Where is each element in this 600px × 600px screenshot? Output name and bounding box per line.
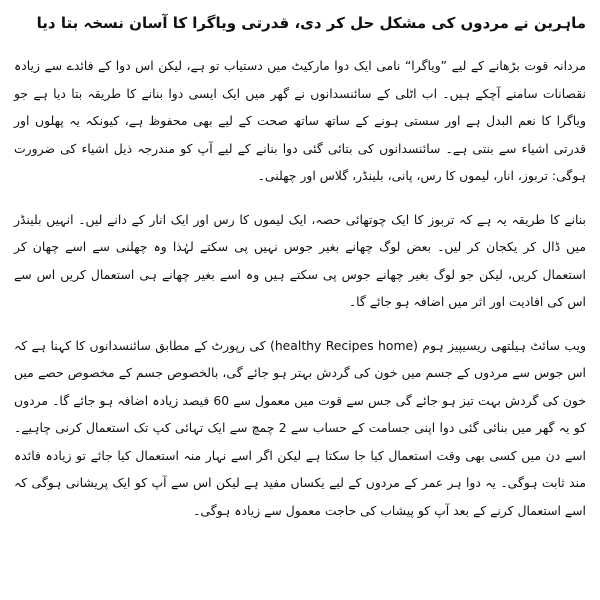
article-paragraph-intro: مردانہ قوت بڑھانے کے لیے ”ویاگرا“ نامی ایک دوا مارکیٹ میں دستیاب تو ہے، لیکن اس دوا کے فائدے سے زیادہ نقصانات سامنے آچکے ہیں۔ اب اٹلی کے سائنسدانوں نے گھر میں ایک ایسی دوا بنانے کا طریقہ بتا دیا ہے جو ویاگرا کا نعم البدل ہے اور سستی ہونے کے ساتھ ساتھ صحت کے لیے بھی محفوظ ہے، کیونکہ یہ پھلوں اور قدرتی اشیاء سے بنتی ہے۔ سائنسدانوں کی بتائی گئی دوا بنانے کے لیے آپ کو مندرجہ ذیل اشیاء کی ضرورت ہوگی: تربوز، انار، لیموں کا رس، پانی، بلینڈر، گلاس اور چھلنی۔	[14, 58, 586, 183]
article-paragraph-benefits: ویب سائٹ ہیلتھی ریسیپیز ہوم (healthy Recipes home) کی رپورٹ کے مطابق سائنسدانوں کا کہنا ہے کہ اس جوس سے مردوں کے جسم میں خون کی گردش بہتر ہو جائے گی، بالخصوص جسم کے مخصوص حصے میں خون کی گردش بہت تیز ہو جائے گی جس سے قوت میں معمول سے 60 فیصد زیادہ اضافہ ہو جائے گا۔ مردوں کو یہ گھر میں بنائی گئی دوا اپنی جسامت کے حساب سے 2 چمچ سے ایک تہائی کپ تک استعمال کرنی چاہیے۔ اسے دن میں کسی بھی وقت استعمال کیا جا سکتا ہے لیکن اگر اسے نہار منہ استعمال کیا جائے تو زیادہ فائدہ مند ثابت ہوگی۔ یہ دوا ہر عمر کے مردوں کے لیے یکساں مفید ہے لیکن اس سے آپ کو ایک پریشانی ہوگی کہ اسے استعمال کرنے کے بعد آپ کو پیشاب کی حاجت معمول سے زیادہ ہوگی۔	[14, 337, 587, 518]
article-headline: ماہرین نے مردوں کی مشکل حل کر دی، قدرتی ویاگرا کا آسان نسخہ بتا دیا	[36, 14, 586, 32]
article-paragraph-method: بنانے کا طریقہ یہ ہے کہ تربوز کا ایک چوتھائی حصہ، ایک لیموں کا رس اور ایک انار کے دانے لیں۔ انہیں بلینڈر میں ڈال کر یکجان کر لیں۔ بعض لوگ چھانے بغیر جوس نہیں پی سکتے لہٰذا وہ چھلنی سے اسے چھان کر استعمال کریں، لیکن جو لوگ بغیر چھانے جوس پی سکتے ہیں وہ اسے بغیر چھانے ہی استعمال کریں اس سے اس کی افادیت اور اثر میں اضافہ ہو جائے گا۔	[14, 211, 586, 309]
